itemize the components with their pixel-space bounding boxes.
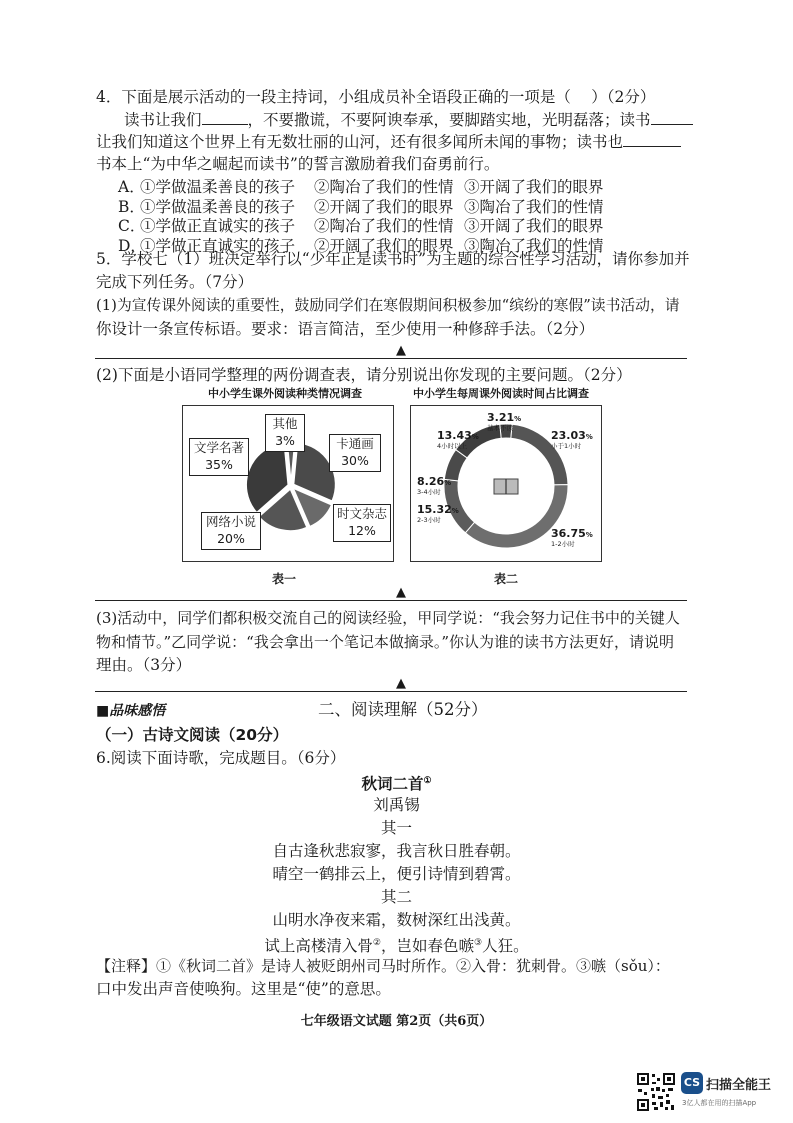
chart2-label-percent: % [514, 415, 522, 423]
scanner-app-name: 扫描全能王 [706, 1078, 772, 1093]
chart1-label-classics-pct: 35% [205, 457, 233, 472]
poem-title-text: 秋词二首 [361, 774, 424, 794]
answer-triangle: ▲ [396, 585, 406, 600]
chart1-label-web-novel-name: 网络小说 [205, 514, 256, 529]
chart2-label-4 [417, 476, 451, 496]
qr-code [636, 1072, 676, 1112]
answer-triangle: ▲ [396, 343, 406, 358]
chart1-label-other-pct: 3% [275, 433, 295, 448]
q4-p2a: 让我们知道这个世界上有无数壮丽的山河，还有很多闻所未闻的事物；读书也 [96, 133, 624, 151]
qr-code-icon [636, 1072, 676, 1112]
poem-part2: 其二 [380, 888, 412, 906]
q5-sub3-line2: 物和情节。”乙同学说：“我会拿出一个笔记本做摘录。”你认为谁的读书方法更好，请说明 [96, 633, 675, 651]
chart2-title: 中小学生每周课外阅读时间占比调查 [413, 387, 589, 400]
answer-triangle: ▲ [396, 676, 406, 691]
chart2-label-category: 4小时以上 [437, 442, 468, 450]
chart2-frame [410, 405, 602, 562]
chart2-label-category: 小于1小时 [551, 442, 582, 450]
chart1-label-web-novel [201, 512, 261, 550]
option-choice-2: ②开阔了我们的眼界 [314, 236, 454, 255]
chart1-label-cartoon-pct: 30% [341, 453, 369, 468]
q5-sub3-line3: 理由。（3分） [96, 656, 192, 674]
chart1-label-cartoon-name: 卡通画 [336, 436, 374, 451]
chart2-label-2 [551, 528, 593, 548]
note-line2: 口中发出声音使唤狗。这里是“使”的意思。 [96, 980, 391, 998]
blank-1 [202, 110, 248, 125]
chart2-label-percent: % [471, 433, 479, 441]
option-choice-3: ③陶冶了我们的性情 [464, 197, 604, 216]
poem-line4-a: 试上高楼清入骨 [264, 937, 373, 956]
option-letter: A． [118, 178, 145, 196]
option-choice-1: ①学做温柔善良的孩子 [140, 197, 296, 216]
q5-sub1-line2: 你设计一条宣传标语。要求：语言简洁，至少使用一种修辞手法。（2分） [96, 320, 595, 338]
answer-line [95, 358, 687, 359]
chart1-label-magazine [333, 504, 391, 542]
option-letter: C． [118, 217, 146, 235]
poem-line4 [0, 932, 793, 957]
option-choice-1: ①学做温柔善良的孩子 [140, 178, 296, 196]
q4-p1a: 读书让我们 [124, 111, 202, 129]
poem-line1: 自古逢秋悲寂寥，我言秋日胜春朝。 [272, 842, 521, 860]
poem-line4-b: ，岂如春色嗾 [380, 937, 474, 956]
poem-line4-c: 人狂。 [482, 937, 529, 956]
blank-3 [623, 132, 681, 147]
page-footer: 七年级语文试题 第2页（共6页） [300, 1014, 493, 1029]
chart2-label-number: 36.75 [551, 527, 586, 540]
chart2-label-percent: % [585, 433, 593, 441]
option-letter: D． [118, 236, 146, 255]
chart1-label-cartoon [329, 434, 381, 472]
section-tag: ■品味感悟 [96, 703, 166, 719]
scanner-badge-text: CS [683, 1076, 701, 1089]
poem-title-note-mark: ① [423, 776, 432, 786]
chart2-label-category: 1-2小时 [551, 540, 575, 548]
chart1-label-magazine-name: 时文杂志 [336, 506, 387, 521]
option-choice-3: ③开阔了我们的眼界 [464, 178, 604, 196]
poem-line4-mark2: ② [372, 938, 381, 948]
poem-title [0, 770, 793, 795]
chart1-label-magazine-pct: 12% [348, 523, 376, 538]
chart1-label-other-name: 其他 [272, 416, 298, 431]
poem-line2: 晴空一鹤排云上，便引诗情到碧霄。 [272, 865, 521, 883]
chart2-label-percent: % [444, 479, 452, 487]
q4-p1b: ，不要撒谎，不要阿谀奉承，要脚踏实地，光明磊落；读书 [247, 111, 651, 129]
answer-line [95, 691, 687, 692]
q4-stem: 4．下面是展示活动的一段主持词，小组成员补全语段正确的一项是（ ）（2分） [96, 88, 656, 106]
option-choice-2: ②开阔了我们的眼界 [314, 197, 454, 216]
chart2-label-number: 23.03 [551, 429, 586, 442]
chart2-label-number: 15.32 [417, 503, 452, 516]
chart2-label-number: 13.43 [437, 429, 472, 442]
chart1-frame [182, 405, 394, 562]
answer-line [95, 600, 687, 601]
subsection-title: （一）古诗文阅读（20分） [96, 726, 289, 744]
chart1-label-classics-name: 文学名著 [193, 440, 244, 455]
poem-line4-mark3: ③ [474, 938, 483, 948]
q5-line1: 5．学校七（1）班决定举行以“少年正是读书时”为主题的综合性学习活动，请你参加并 [96, 250, 690, 268]
book-icon [494, 479, 518, 494]
q5-sub1-line1: (1)为宣传课外阅读的重要性，鼓励同学们在寒假期间积极参加“缤纷的寒假”读书活动，请 [96, 297, 680, 314]
option-choice-1: ①学做正直诚实的孩子 [140, 236, 296, 255]
chart2-label-5 [437, 430, 479, 450]
chart2-label-3 [417, 504, 459, 524]
q5-sub2: (2)下面是小语同学整理的两份调查表，请分别说出你发现的主要问题。（2分） [96, 366, 632, 384]
q4-paragraph-line1 [124, 109, 693, 131]
chart1-label-web-novel-pct: 20% [217, 531, 245, 546]
blank-2 [651, 110, 693, 125]
chart2-label-category: 基本不读 [487, 424, 513, 432]
chart2-label-category: 3-4小时 [417, 488, 441, 496]
option-choice-3: ③陶冶了我们的性情 [464, 236, 604, 255]
chart2-label-category: 2-3小时 [417, 516, 441, 524]
chart2-label-number: 3.21 [487, 411, 515, 424]
q5-line2: 完成下列任务。（7分） [96, 273, 254, 291]
chart2-label-percent: % [451, 507, 459, 515]
q4-paragraph-line2 [96, 131, 681, 153]
chart1-label-classics [189, 438, 249, 476]
chart1-caption: 表一 [272, 572, 297, 586]
option-letter: B． [118, 197, 145, 216]
chart1-title: 中小学生课外阅读种类情况调查 [208, 387, 362, 400]
chart2-label-number: 8.26 [417, 475, 445, 488]
poem-part1: 其一 [380, 819, 412, 837]
option-choice-2: ②陶冶了我们的性情 [314, 178, 454, 196]
option-choice-2: ②陶冶了我们的性情 [314, 217, 454, 235]
section-title: 二、阅读理解（52分） [318, 700, 488, 719]
q4-paragraph-line3: 书本上“为中华之崛起而读书”的誓言激励着我们奋勇前行。 [96, 155, 500, 173]
scanner-slogan: 3亿人都在用的扫描App [682, 1099, 757, 1107]
q5-sub3-line1: (3)活动中，同学们都积极交流自己的阅读经验，甲同学说：“我会努力记住书中的关键人 [96, 609, 680, 627]
q6-stem: 6.阅读下面诗歌，完成题目。（6分） [96, 749, 346, 767]
chart2-caption: 表二 [494, 572, 519, 586]
chart1-label-other [265, 414, 305, 452]
note-line1: 【注释】①《秋词二首》是诗人被贬朗州司马时所作。②入骨：犹刺骨。③嗾（sǒu）： [96, 957, 670, 975]
poem-line3: 山明水净夜来霜，数树深红出浅黄。 [272, 911, 521, 929]
option-choice-3: ③开阔了我们的眼界 [464, 217, 604, 235]
chart2-label-0 [487, 412, 521, 432]
poem-author: 刘禹锡 [373, 796, 420, 814]
chart2-label-1 [551, 430, 593, 450]
scanner-badge [681, 1072, 703, 1094]
chart2-label-percent: % [585, 531, 593, 539]
option-choice-1: ①学做正直诚实的孩子 [140, 217, 296, 235]
